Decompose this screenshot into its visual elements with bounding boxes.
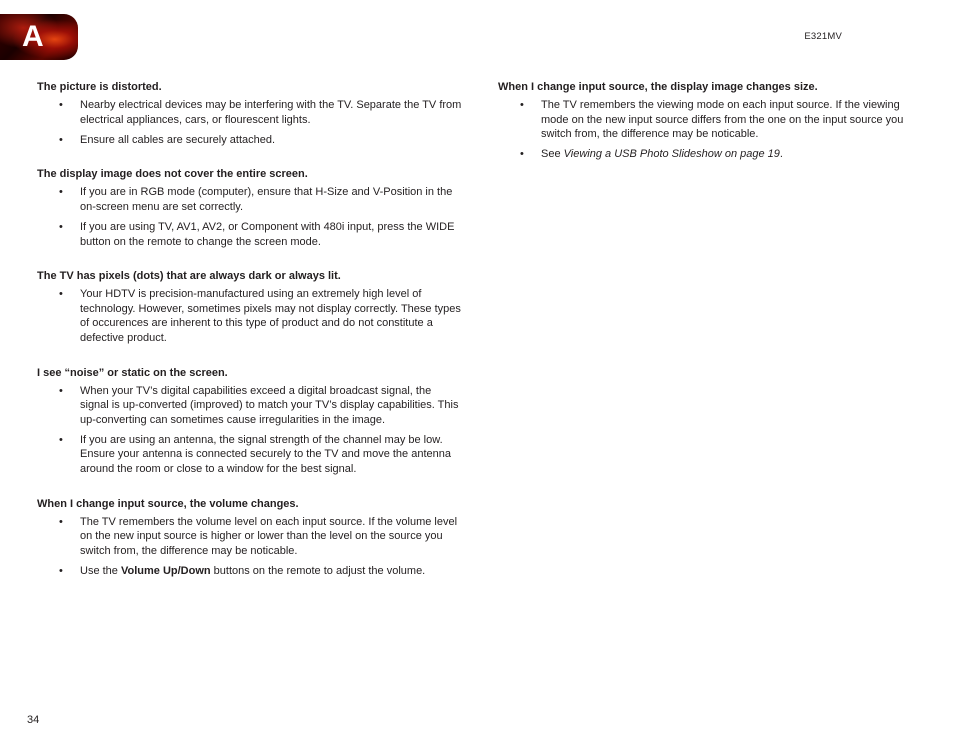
bullet-list: [37, 287, 462, 345]
model-number: E321MV: [804, 31, 842, 42]
section-heading: The picture is distorted.: [37, 81, 162, 93]
section-heading: When I change input source, the volume changes.: [37, 497, 299, 510]
appendix-letter: A: [22, 20, 44, 53]
bullet-list: [37, 98, 462, 147]
section-image-size-changes: [498, 80, 908, 162]
bullet-list: [498, 98, 908, 162]
section-heading: I see “noise” or static on the screen.: [37, 366, 228, 379]
section-image-not-cover: [37, 167, 462, 249]
list-item: • If you are in RGB mode (computer), ensure that H-Size and V-Position in the on-screen menu are set correctly.: [37, 185, 462, 214]
list-item: • Ensure all cables are securely attached.: [37, 133, 462, 148]
section-picture-distorted: [37, 80, 462, 147]
section-volume-changes: [37, 497, 462, 579]
left-column: [37, 80, 462, 598]
text-prefix: Use the: [80, 564, 121, 577]
cross-reference[interactable]: Viewing a USB Photo Slideshow on page 19: [563, 148, 780, 161]
section-heading: The TV has pixels (dots) that are always dark or always lit.: [37, 270, 341, 283]
section-heading: The display image does not cover the entire screen.: [37, 168, 308, 181]
section-pixels: [37, 269, 462, 345]
list-item: • If you are using TV, AV1, AV2, or Component with 480i input, press the WIDE button on the remote to change the screen mode.: [37, 220, 462, 249]
bullet-list: [37, 185, 462, 249]
section-heading: When I change input source, the display image changes size.: [498, 81, 818, 93]
list-item: • The TV remembers the viewing mode on each input source. If the viewing mode on the new input source differs from the one on the input source you switch from, the difference may be noticable.: [498, 98, 908, 142]
list-item: [498, 147, 908, 162]
volume-button-name: Volume Up/Down: [120, 564, 211, 577]
list-item: • Your HDTV is precision-manufactured using an extremely high level of technology. However, sometimes pixels may not display correctly. These types of occurences are inherent to this type of product and do not constitute a defective product.: [37, 287, 462, 345]
text-prefix: See: [541, 148, 564, 161]
right-column: [498, 80, 908, 182]
appendix-tab: [0, 14, 78, 60]
list-item: [37, 564, 462, 579]
list-item: • When your TV’s digital capabilities exceed a digital broadcast signal, the signal is up-converted (improved) to match your TV’s display capabilities. This up-converting can sometimes cause irregularities in the image.: [37, 384, 462, 428]
bullet-list: [37, 515, 462, 579]
section-noise: [37, 366, 462, 477]
page-number: 34: [27, 714, 40, 726]
list-item: • If you are using an antenna, the signal strength of the channel may be low. Ensure your antenna is connected securely to the TV and move the antenna around the room or close to a window for the best signal.: [37, 433, 462, 477]
list-item: • Nearby electrical devices may be interfering with the TV. Separate the TV from electrical appliances, cars, or flourescent lights.: [37, 98, 462, 127]
text-suffix: .: [779, 148, 783, 161]
text-suffix: buttons on the remote to adjust the volume.: [210, 564, 426, 577]
list-item: • The TV remembers the volume level on each input source. If the volume level on the new input source is higher or lower than the level on the source you switch from, the difference may be noticable.: [37, 515, 462, 559]
bullet-list: [37, 384, 462, 477]
